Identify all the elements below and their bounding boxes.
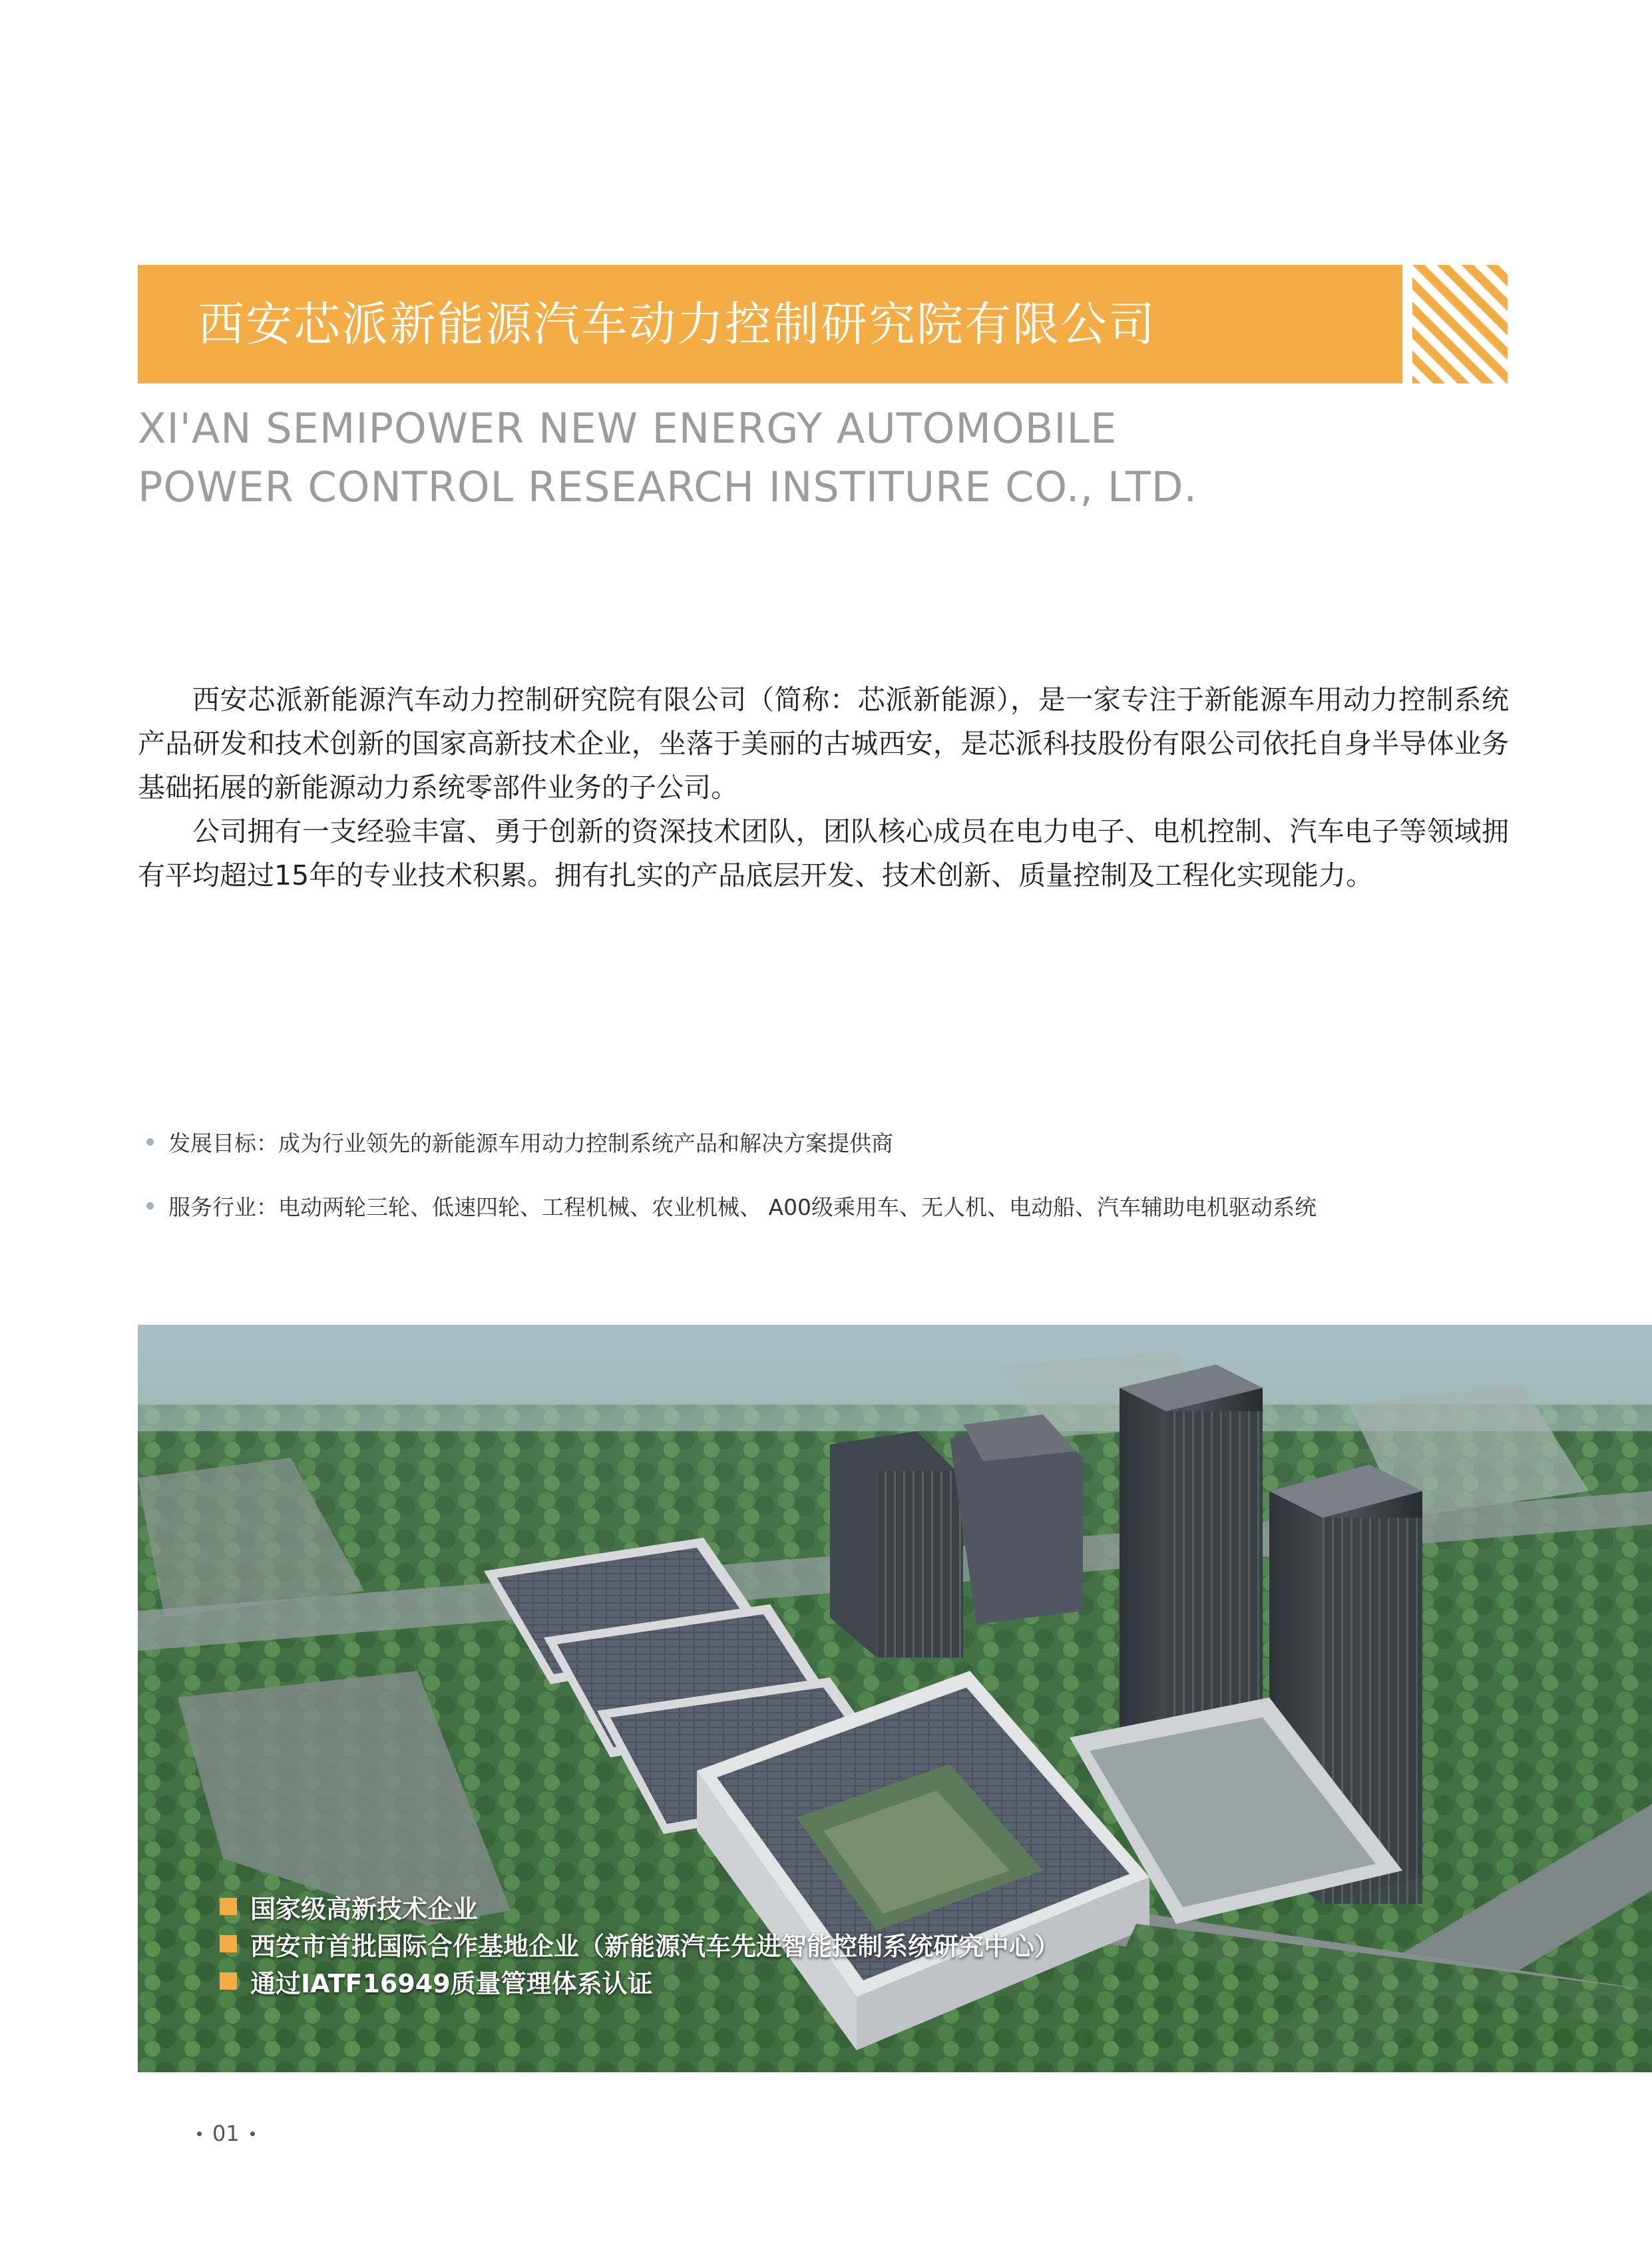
dot-icon bbox=[197, 2131, 202, 2136]
intro-paragraph-2: 公司拥有一支经验丰富、勇于创新的资深技术团队，团队核心成员在电力电子、电机控制、汽车电子等领域拥有平均超过15年的专业技术积累。拥有扎实的产品底层开发、技术创新、质量控制及工程化实现能力。 bbox=[138, 815, 1509, 891]
info-item-goal bbox=[146, 1118, 1504, 1165]
info-list bbox=[146, 1118, 1504, 1246]
dot-icon bbox=[250, 2131, 255, 2136]
stripe-decoration bbox=[1412, 265, 1508, 383]
orange-square-icon bbox=[220, 1972, 237, 1990]
english-subtitle-line2: POWER CONTROL RESEARCH INSTITURE CO., LTD. bbox=[138, 463, 1198, 511]
certification-text: 国家级高新技术企业 bbox=[250, 1894, 479, 1924]
title-banner bbox=[138, 265, 1402, 383]
bullet-dot-icon bbox=[146, 1138, 154, 1146]
certification-item bbox=[220, 1888, 1060, 1925]
orange-square-icon bbox=[220, 1898, 237, 1915]
certification-item bbox=[220, 1962, 1060, 2000]
page-title: 西安芯派新能源汽车动力控制研究院有限公司 bbox=[198, 297, 1156, 351]
info-item-industry bbox=[146, 1182, 1504, 1229]
orange-square-icon bbox=[220, 1935, 237, 1952]
page-number bbox=[186, 2121, 266, 2146]
certification-list bbox=[220, 1888, 1060, 2000]
certification-text: 通过IATF16949质量管理体系认证 bbox=[250, 1968, 653, 1998]
info-goal-text: 发展目标：成为行业领先的新能源车用动力控制系统产品和解决方案提供商 bbox=[168, 1130, 893, 1156]
page-number-text: 01 bbox=[212, 2121, 240, 2146]
info-industry-text: 服务行业：电动两轮三轮、低速四轮、工程机械、农业机械、 A00级乘用车、无人机、电动船、汽车辅助电机驱动系统 bbox=[168, 1194, 1317, 1220]
certification-text: 西安市首批国际合作基地企业（新能源汽车先进智能控制系统研究中心） bbox=[250, 1931, 1060, 1961]
company-introduction bbox=[138, 678, 1509, 897]
bullet-dot-icon bbox=[146, 1202, 154, 1210]
certification-item bbox=[220, 1925, 1060, 1962]
intro-paragraph-1: 西安芯派新能源汽车动力控制研究院有限公司（简称：芯派新能源），是一家专注于新能源车用动力控制系统产品研发和技术创新的国家高新技术企业，坐落于美丽的古城西安，是芯派科技股份有限公司依托自身半导体业务基础拓展的新能源动力系统零部件业务的子公司。 bbox=[138, 684, 1509, 803]
english-subtitle-line1: XI'AN SEMIPOWER NEW ENERGY AUTOMOBILE bbox=[138, 404, 1118, 453]
english-subtitle bbox=[138, 399, 1469, 517]
